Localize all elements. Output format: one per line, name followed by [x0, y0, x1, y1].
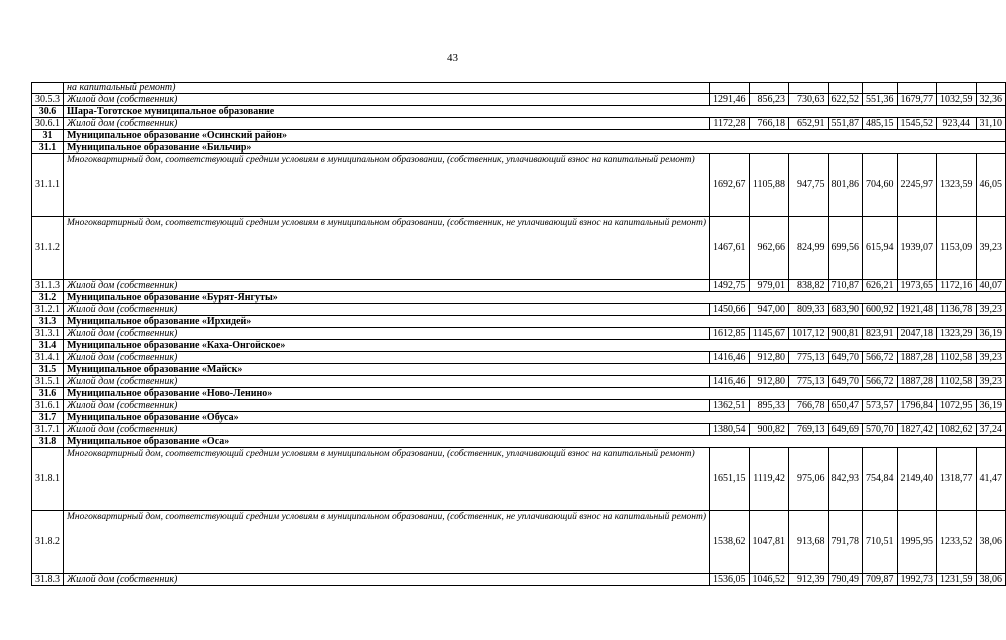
section-title: Муниципальное образование «Оса»: [64, 436, 1006, 448]
value-cell-6: 2149,40: [897, 448, 937, 511]
value-cell-4: [828, 83, 863, 94]
value-cell-8: 37,24: [976, 424, 1006, 436]
row-description: Многоквартирный дом, соответствующий средним условиям в муниципальном образовании, (собственник, не уплачивающий взнос на капитальный ремонт): [64, 217, 710, 280]
value-cell-5: 570,70: [863, 424, 898, 436]
value-cell-8: 39,23: [976, 217, 1006, 280]
value-cell-6: 1679,77: [897, 94, 937, 106]
value-cell-7: 1233,52: [937, 511, 977, 574]
value-cell-4: 649,70: [828, 352, 863, 364]
value-cell-1: 1612,85: [710, 328, 750, 340]
table-row: [32, 280, 1006, 292]
value-cell-2: 856,23: [749, 94, 789, 106]
section-header-row: [32, 130, 1006, 142]
value-cell-2: 766,18: [749, 118, 789, 130]
section-title: Муниципальное образование «Ново-Ленино»: [64, 388, 1006, 400]
table-row: [32, 574, 1006, 586]
value-cell-4: 710,87: [828, 280, 863, 292]
table-row: [32, 94, 1006, 106]
section-title: Муниципальное образование «Майск»: [64, 364, 1006, 376]
value-cell-4: 683,90: [828, 304, 863, 316]
table-row: [32, 328, 1006, 340]
value-cell-6: [897, 83, 937, 94]
value-cell-8: 39,23: [976, 304, 1006, 316]
value-cell-6: 2245,97: [897, 154, 937, 217]
row-code: 31: [32, 130, 64, 142]
value-cell-4: 551,87: [828, 118, 863, 130]
row-description: Жилой дом (собственник): [64, 424, 710, 436]
row-code: 31.8.3: [32, 574, 64, 586]
table-row: [32, 376, 1006, 388]
row-code: 31.6.1: [32, 400, 64, 412]
value-cell-3: 766,78: [789, 400, 829, 412]
row-code: 31.8.2: [32, 511, 64, 574]
value-cell-7: 1231,59: [937, 574, 977, 586]
row-description: Жилой дом (собственник): [64, 328, 710, 340]
value-cell-1: 1692,67: [710, 154, 750, 217]
value-cell-4: 699,56: [828, 217, 863, 280]
value-cell-6: 1796,84: [897, 400, 937, 412]
value-cell-3: 975,06: [789, 448, 829, 511]
value-cell-3: 912,39: [789, 574, 829, 586]
value-cell-3: 775,13: [789, 352, 829, 364]
row-code: 31.1.3: [32, 280, 64, 292]
table-row: [32, 118, 1006, 130]
value-cell-3: 947,75: [789, 154, 829, 217]
value-cell-7: 1136,78: [937, 304, 977, 316]
table-row: [32, 217, 1006, 280]
table-row: [32, 448, 1006, 511]
row-description: Многоквартирный дом, соответствующий средним условиям в муниципальном образовании, (собственник, не уплачивающий взнос на капитальный ремонт): [64, 511, 710, 574]
page-number: 43: [447, 52, 458, 64]
row-description: Жилой дом (собственник): [64, 376, 710, 388]
row-code: 31.1.1: [32, 154, 64, 217]
row-description: Жилой дом (собственник): [64, 574, 710, 586]
row-code: 31.8: [32, 436, 64, 448]
value-cell-6: 1995,95: [897, 511, 937, 574]
table-row: [32, 352, 1006, 364]
value-cell-1: 1416,46: [710, 352, 750, 364]
value-cell-6: 1545,52: [897, 118, 937, 130]
row-description: Жилой дом (собственник): [64, 94, 710, 106]
value-cell-7: 1323,59: [937, 154, 977, 217]
value-cell-1: 1467,61: [710, 217, 750, 280]
value-cell-7: 1032,59: [937, 94, 977, 106]
value-cell-6: 1939,07: [897, 217, 937, 280]
value-cell-4: 649,70: [828, 376, 863, 388]
section-title: Муниципальное образование «Осинский район»: [64, 130, 1006, 142]
value-cell-5: 566,72: [863, 376, 898, 388]
table-row: [32, 304, 1006, 316]
row-code: 30.6: [32, 106, 64, 118]
value-cell-7: 1153,09: [937, 217, 977, 280]
value-cell-5: 823,91: [863, 328, 898, 340]
value-cell-1: 1291,46: [710, 94, 750, 106]
row-description: Жилой дом (собственник): [64, 118, 710, 130]
value-cell-8: 39,23: [976, 376, 1006, 388]
value-cell-8: 38,06: [976, 511, 1006, 574]
value-cell-3: 809,33: [789, 304, 829, 316]
value-cell-1: 1380,54: [710, 424, 750, 436]
row-description: на капитальный ремонт): [64, 83, 710, 94]
value-cell-3: 652,91: [789, 118, 829, 130]
section-header-row: [32, 316, 1006, 328]
value-cell-4: 790,49: [828, 574, 863, 586]
row-description: Жилой дом (собственник): [64, 304, 710, 316]
value-cell-1: 1416,46: [710, 376, 750, 388]
section-header-row: [32, 388, 1006, 400]
row-code: 31.3: [32, 316, 64, 328]
value-cell-4: 842,93: [828, 448, 863, 511]
section-title: Муниципальное образование «Ирхидей»: [64, 316, 1006, 328]
value-cell-8: 31,10: [976, 118, 1006, 130]
value-cell-2: 1047,81: [749, 511, 789, 574]
value-cell-8: 39,23: [976, 352, 1006, 364]
row-code: 31.5: [32, 364, 64, 376]
section-title: Шара-Тоготское муниципальное образование: [64, 106, 1006, 118]
row-code: 31.2: [32, 292, 64, 304]
value-cell-7: 1072,95: [937, 400, 977, 412]
row-code: 31.7: [32, 412, 64, 424]
value-cell-1: 1536,05: [710, 574, 750, 586]
value-cell-5: 485,15: [863, 118, 898, 130]
section-header-row: [32, 142, 1006, 154]
table-row: [32, 511, 1006, 574]
section-header-row: [32, 364, 1006, 376]
value-cell-2: 900,82: [749, 424, 789, 436]
value-cell-2: 912,80: [749, 376, 789, 388]
value-cell-5: 710,51: [863, 511, 898, 574]
row-code: 31.4: [32, 340, 64, 352]
value-cell-6: 1992,73: [897, 574, 937, 586]
value-cell-3: 769,13: [789, 424, 829, 436]
value-cell-3: 1017,12: [789, 328, 829, 340]
value-cell-2: 912,80: [749, 352, 789, 364]
value-cell-2: 895,33: [749, 400, 789, 412]
value-cell-5: 566,72: [863, 352, 898, 364]
value-cell-6: 1887,28: [897, 376, 937, 388]
table-row: [32, 83, 1006, 94]
value-cell-3: 824,99: [789, 217, 829, 280]
value-cell-3: [789, 83, 829, 94]
value-cell-3: 730,63: [789, 94, 829, 106]
row-description: Жилой дом (собственник): [64, 400, 710, 412]
value-cell-2: 1145,67: [749, 328, 789, 340]
value-cell-6: 1887,28: [897, 352, 937, 364]
row-code: 31.3.1: [32, 328, 64, 340]
row-description: Жилой дом (собственник): [64, 352, 710, 364]
value-cell-7: 923,44: [937, 118, 977, 130]
row-code: 31.7.1: [32, 424, 64, 436]
row-code: 31.1: [32, 142, 64, 154]
value-cell-8: 41,47: [976, 448, 1006, 511]
row-code: 30.6.1: [32, 118, 64, 130]
value-cell-6: 2047,18: [897, 328, 937, 340]
row-code: 30.5.3: [32, 94, 64, 106]
value-cell-4: 622,52: [828, 94, 863, 106]
value-cell-7: [937, 83, 977, 94]
value-cell-5: 551,36: [863, 94, 898, 106]
tariff-table: [31, 82, 1006, 586]
section-header-row: [32, 106, 1006, 118]
value-cell-5: 615,94: [863, 217, 898, 280]
row-code: 31.1.2: [32, 217, 64, 280]
row-code: 31.8.1: [32, 448, 64, 511]
value-cell-4: 900,81: [828, 328, 863, 340]
row-code: 31.5.1: [32, 376, 64, 388]
row-description: Жилой дом (собственник): [64, 280, 710, 292]
value-cell-5: 626,21: [863, 280, 898, 292]
value-cell-1: [710, 83, 750, 94]
value-cell-2: 1046,52: [749, 574, 789, 586]
section-title: Муниципальное образование «Бурят-Янгуты»: [64, 292, 1006, 304]
value-cell-6: 1827,42: [897, 424, 937, 436]
value-cell-5: 704,60: [863, 154, 898, 217]
value-cell-6: 1921,48: [897, 304, 937, 316]
value-cell-7: 1172,16: [937, 280, 977, 292]
row-code: 31.6: [32, 388, 64, 400]
section-header-row: [32, 340, 1006, 352]
value-cell-7: 1323,29: [937, 328, 977, 340]
row-description: Многоквартирный дом, соответствующий средним условиям в муниципальном образовании, (собственник, уплачивающий взнос на капитальный ремонт): [64, 448, 710, 511]
value-cell-8: 36,19: [976, 328, 1006, 340]
value-cell-8: 38,06: [976, 574, 1006, 586]
value-cell-1: 1538,62: [710, 511, 750, 574]
table-row: [32, 400, 1006, 412]
section-header-row: [32, 412, 1006, 424]
value-cell-4: 791,78: [828, 511, 863, 574]
section-title: Муниципальное образование «Бильчир»: [64, 142, 1006, 154]
row-code: [32, 83, 64, 94]
value-cell-6: 1973,65: [897, 280, 937, 292]
value-cell-8: 36,19: [976, 400, 1006, 412]
value-cell-1: 1450,66: [710, 304, 750, 316]
section-title: Муниципальное образование «Обуса»: [64, 412, 1006, 424]
value-cell-4: 649,69: [828, 424, 863, 436]
value-cell-2: 1105,88: [749, 154, 789, 217]
section-title: Муниципальное образование «Каха-Онгойское»: [64, 340, 1006, 352]
value-cell-1: 1362,51: [710, 400, 750, 412]
value-cell-8: 32,36: [976, 94, 1006, 106]
value-cell-2: [749, 83, 789, 94]
value-cell-5: 573,57: [863, 400, 898, 412]
value-cell-7: 1318,77: [937, 448, 977, 511]
value-cell-8: [976, 83, 1006, 94]
value-cell-2: 1119,42: [749, 448, 789, 511]
value-cell-7: 1102,58: [937, 376, 977, 388]
value-cell-2: 979,01: [749, 280, 789, 292]
value-cell-5: 600,92: [863, 304, 898, 316]
value-cell-1: 1172,28: [710, 118, 750, 130]
value-cell-8: 46,05: [976, 154, 1006, 217]
value-cell-1: 1651,15: [710, 448, 750, 511]
table-row: [32, 154, 1006, 217]
row-code: 31.2.1: [32, 304, 64, 316]
value-cell-1: 1492,75: [710, 280, 750, 292]
value-cell-3: 775,13: [789, 376, 829, 388]
section-header-row: [32, 292, 1006, 304]
value-cell-5: 709,87: [863, 574, 898, 586]
value-cell-5: 754,84: [863, 448, 898, 511]
row-description: Многоквартирный дом, соответствующий средним условиям в муниципальном образовании, (собственник, уплачивающий взнос на капитальный ремонт): [64, 154, 710, 217]
value-cell-2: 947,00: [749, 304, 789, 316]
value-cell-3: 838,82: [789, 280, 829, 292]
table-body: [32, 83, 1006, 586]
value-cell-3: 913,68: [789, 511, 829, 574]
row-code: 31.4.1: [32, 352, 64, 364]
value-cell-7: 1082,62: [937, 424, 977, 436]
table-row: [32, 424, 1006, 436]
value-cell-5: [863, 83, 898, 94]
value-cell-7: 1102,58: [937, 352, 977, 364]
value-cell-4: 801,86: [828, 154, 863, 217]
section-header-row: [32, 436, 1006, 448]
value-cell-4: 650,47: [828, 400, 863, 412]
value-cell-8: 40,07: [976, 280, 1006, 292]
value-cell-2: 962,66: [749, 217, 789, 280]
